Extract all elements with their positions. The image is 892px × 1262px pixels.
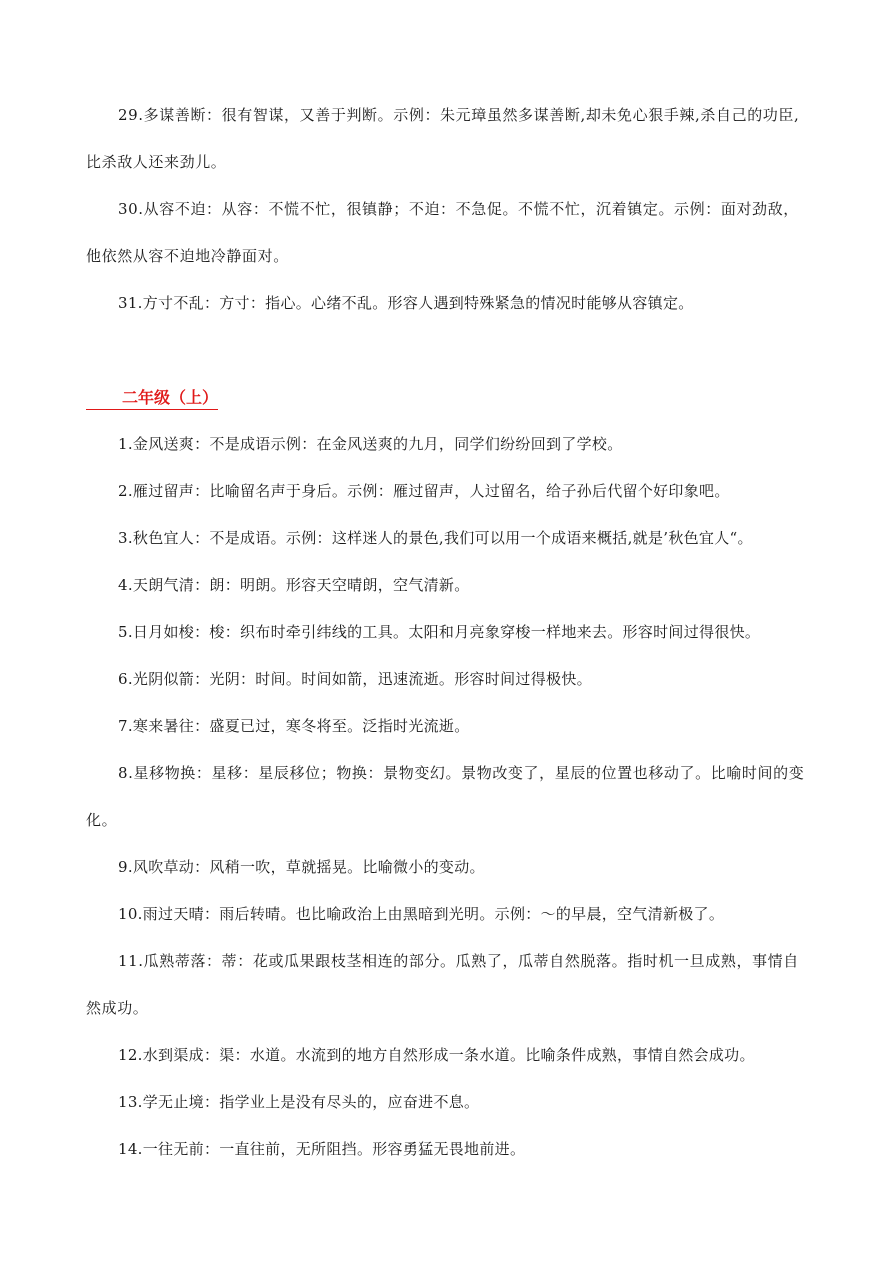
idiom-entry-5: 5.日月如梭：梭：织布时牵引纬线的工具。太阳和月亮象穿梭一样地来去。形容时间过得很快。 <box>118 623 761 641</box>
document-body <box>86 92 812 1173</box>
idiom-entry-6: 6.光阴似箭：光阴：时间。时间如箭，迅速流逝。形容时间过得极快。 <box>118 670 592 688</box>
idiom-entry-30: 30.从容不迫：从容：不慌不忙，很镇静；不迫：不急促。不慌不忙，沉着镇定。示例：面对劲敌，他依然从容不迫地冷静面对。 <box>86 200 799 265</box>
idiom-entry-12: 12.水到渠成：渠：水道。水流到的地方自然形成一条水道。比喻条件成熟，事情自然会成功。 <box>118 1046 755 1064</box>
idiom-entry-31: 31.方寸不乱：方寸：指心。心绪不乱。形容人遇到特殊紧急的情况时能够从容镇定。 <box>118 294 694 312</box>
idiom-entry-4: 4.天朗气清：朗：明朗。形容天空晴朗，空气清新。 <box>118 576 470 594</box>
section-heading-row <box>86 375 812 421</box>
idiom-entry-9: 9.风吹草动：风稍一吹，草就摇晃。比喻微小的变动。 <box>118 858 485 876</box>
idiom-entry-13: 13.学无止境：指学业上是没有尽头的，应奋进不息。 <box>118 1093 480 1111</box>
idiom-entry-14: 14.一往无前：一直往前，无所阻挡。形容勇猛无畏地前进。 <box>118 1140 526 1158</box>
idiom-entry-7: 7.寒来暑往：盛夏已过，寒冬将至。泛指时光流逝。 <box>118 717 470 735</box>
idiom-entry-2: 2.雁过留声：比喻留名声于身后。示例：雁过留声，人过留名，给子孙后代留个好印象吧。 <box>118 482 730 500</box>
idiom-entry-3: 3.秋色宜人：不是成语。示例：这样迷人的景色,我们可以用一个成语来概括,就是’秋色宜人“。 <box>118 529 753 547</box>
idiom-entry-8: 8.星移物换：星移：星辰移位；物换：景物变幻。景物改变了，星辰的位置也移动了。比喻时间的变化。 <box>86 764 805 829</box>
section-spacer <box>86 327 812 375</box>
section-heading: 二年级（上） <box>86 387 218 410</box>
idiom-entry-1: 1.金风送爽：不是成语示例：在金风送爽的九月，同学们纷纷回到了学校。 <box>118 435 623 453</box>
idiom-entry-11: 11.瓜熟蒂落：蒂：花或瓜果跟枝茎相连的部分。瓜熟了，瓜蒂自然脱落。指时机一旦成熟，事情自然成功。 <box>86 952 799 1017</box>
idiom-entry-29: 29.多谋善断：很有智谋，又善于判断。示例：朱元璋虽然多谋善断,却未免心狠手辣,杀自己的功臣,比杀敌人还来劲儿。 <box>86 106 800 171</box>
idiom-entry-10: 10.雨过天晴：雨后转晴。也比喻政治上由黑暗到光明。示例：～的早晨，空气清新极了。 <box>118 905 725 923</box>
